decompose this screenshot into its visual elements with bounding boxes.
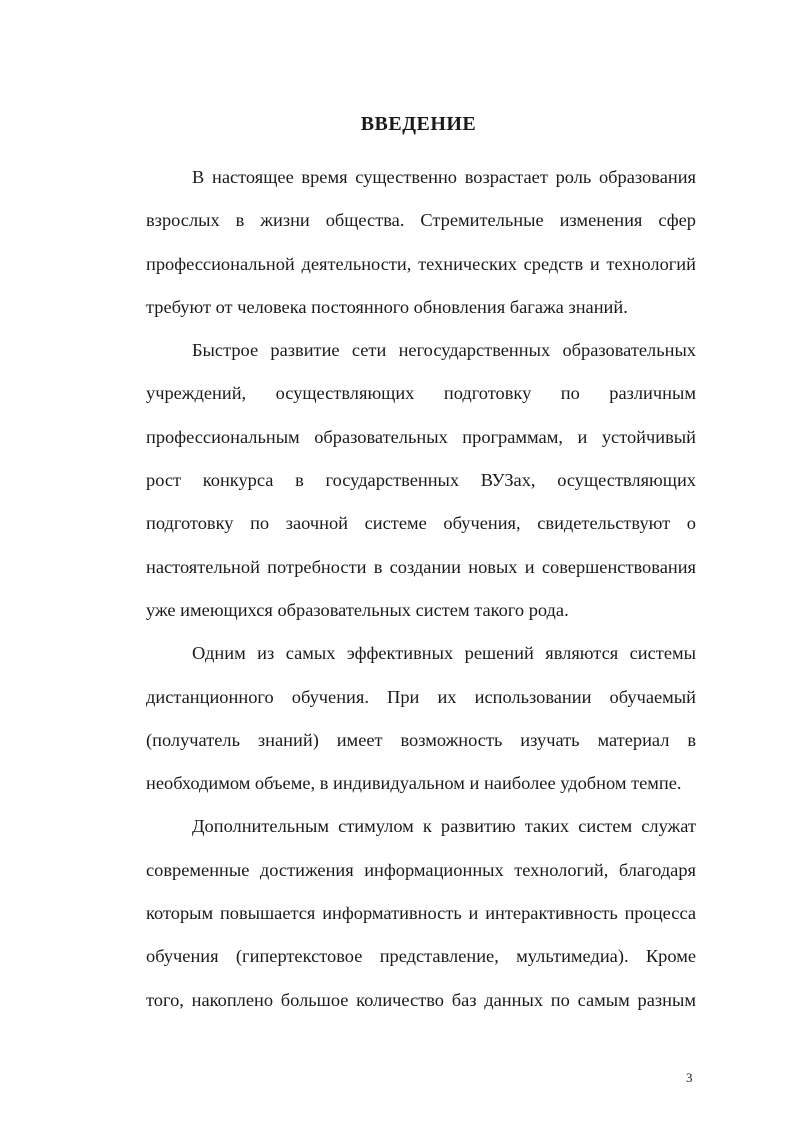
text-line: современные достижения информационных технологий, благодаря (146, 859, 696, 880)
text-line: (получатель знаний) имеет возможность изучать материал в (146, 729, 696, 750)
text-line: рост конкурса в государственных ВУЗах, осуществляющих (146, 470, 696, 491)
text-line: учреждений, осуществляющих подготовку по различным (146, 383, 696, 404)
text-line: дистанционного обучения. При их использовании обучаемый (146, 686, 696, 707)
page-title: ВВЕДЕНИЕ (360, 113, 477, 135)
text-line: которым повышается информативность и интерактивность процесса (146, 903, 696, 924)
page-number: 3 (686, 1070, 693, 1085)
text-line: необходимом объеме, в индивидуальном и наиболее удобном темпе. (146, 773, 682, 794)
text-line: уже имеющихся образовательных систем такого рода. (146, 599, 569, 620)
text-line: профессиональным образовательных программам, и устойчивый (146, 426, 696, 447)
text-line: обучения (гипертекстовое представление, мультимедиа). Кроме (146, 946, 696, 967)
text-line: того, накоплено большое количество баз данных по самым разным (146, 989, 696, 1010)
text-line: профессиональной деятельности, технических средств и технологий (146, 253, 696, 274)
text-line: подготовку по заочной системе обучения, свидетельствуют о (146, 513, 696, 534)
text-line: взрослых в жизни общества. Стремительные изменения сфер (146, 210, 696, 231)
text-line: Одним из самых эффективных решений являются системы (192, 643, 696, 664)
text-line: Дополнительным стимулом к развитию таких систем служат (192, 816, 696, 837)
text-line: Быстрое развитие сети негосударственных образовательных (192, 340, 696, 361)
body-text (146, 156, 696, 1022)
text-line: настоятельной потребности в создании новых и совершенствования (146, 556, 696, 577)
text-line: В настоящее время существенно возрастает роль образования (192, 167, 696, 187)
text-line: требуют от человека постоянного обновления багажа знаний. (146, 296, 628, 317)
